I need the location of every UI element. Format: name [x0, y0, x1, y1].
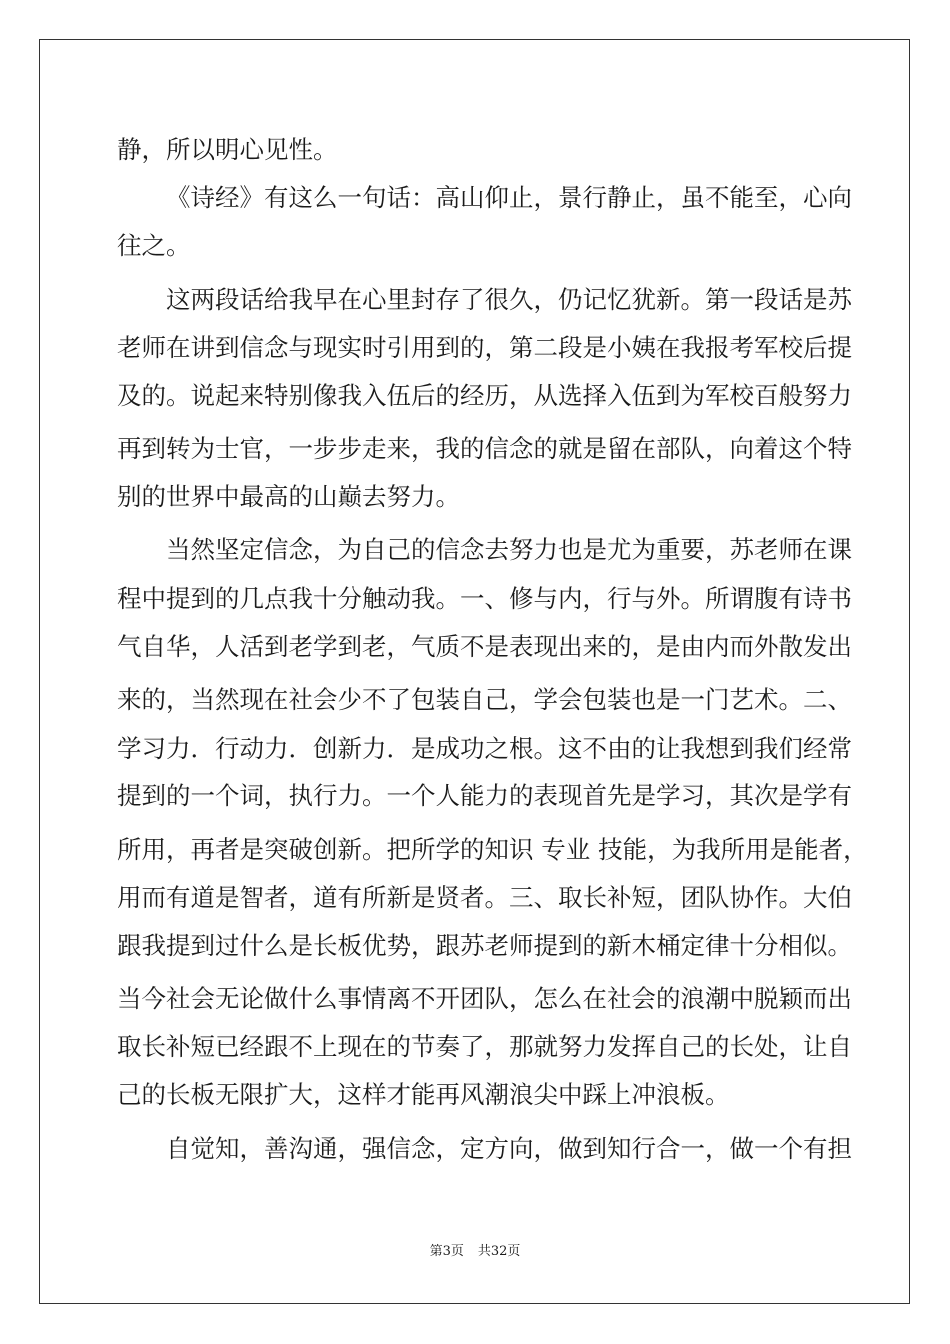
text-line: 气自华，人活到老学到老，气质不是表现出来的，是由内而外散发出 [117, 632, 852, 661]
text-line: 用而有道是智者，道有所新是贤者。三、取长补短，团队协作。大伯 [117, 883, 852, 912]
text-line: 取长补短已经跟不上现在的节奏了，那就努力发挥自己的长处，让自 [117, 1032, 852, 1061]
page-footer [0, 1243, 950, 1261]
text-line: 这两段话给我早在心里封存了很久，仍记忆犹新。第一段话是苏 [166, 285, 852, 314]
text-line: 老师在讲到信念与现实时引用到的，第二段是小姨在我报考军校后提 [117, 333, 852, 362]
text-line: 再到转为士官，一步步走来，我的信念的就是留在部队，向着这个特 [117, 434, 852, 463]
text-line: 程中提到的几点我十分触动我。一、修与内，行与外。所谓腹有诗书 [117, 584, 852, 613]
text-line: 当然坚定信念，为自己的信念去努力也是尤为重要，苏老师在课 [166, 535, 852, 564]
text-line: 跟我提到过什么是长板优势，跟苏老师提到的新木桶定律十分相似。 [117, 931, 852, 960]
text-line: 及的。说起来特别像我入伍后的经历，从选择入伍到为军校百般努力 [117, 381, 852, 410]
text-line: 自觉知，善沟通，强信念，定方向，做到知行合一，做一个有担 [166, 1134, 852, 1163]
page-number-current: 第3页 [429, 1244, 464, 1259]
text-line: 所用，再者是突破创新。把所学的知识 专业 技能，为我所用是能者， [117, 835, 868, 864]
text-line: 来的，当然现在社会少不了包装自己，学会包装也是一门艺术。二、 [117, 685, 852, 714]
text-line: 学习力．行动力．创新力．是成功之根。这不由的让我想到我们经常 [117, 734, 852, 763]
text-line: 己的长板无限扩大，这样才能再风潮浪尖中踩上冲浪板。 [117, 1080, 730, 1109]
text-line: 静，所以明心见性。 [117, 135, 338, 164]
text-line: 提到的一个词，执行力。一个人能力的表现首先是学习，其次是学有 [117, 781, 852, 810]
text-line: 当今社会无论做什么事情离不开团队，怎么在社会的浪潮中脱颖而出 [117, 984, 852, 1013]
page-number-total: 共32页 [477, 1244, 521, 1259]
text-line: 《诗经》有这么一句话：高山仰止，景行静止，虽不能至，心向 [166, 183, 852, 212]
text-line: 往之。 [117, 231, 191, 260]
text-line: 别的世界中最高的山巅去努力。 [117, 482, 460, 511]
